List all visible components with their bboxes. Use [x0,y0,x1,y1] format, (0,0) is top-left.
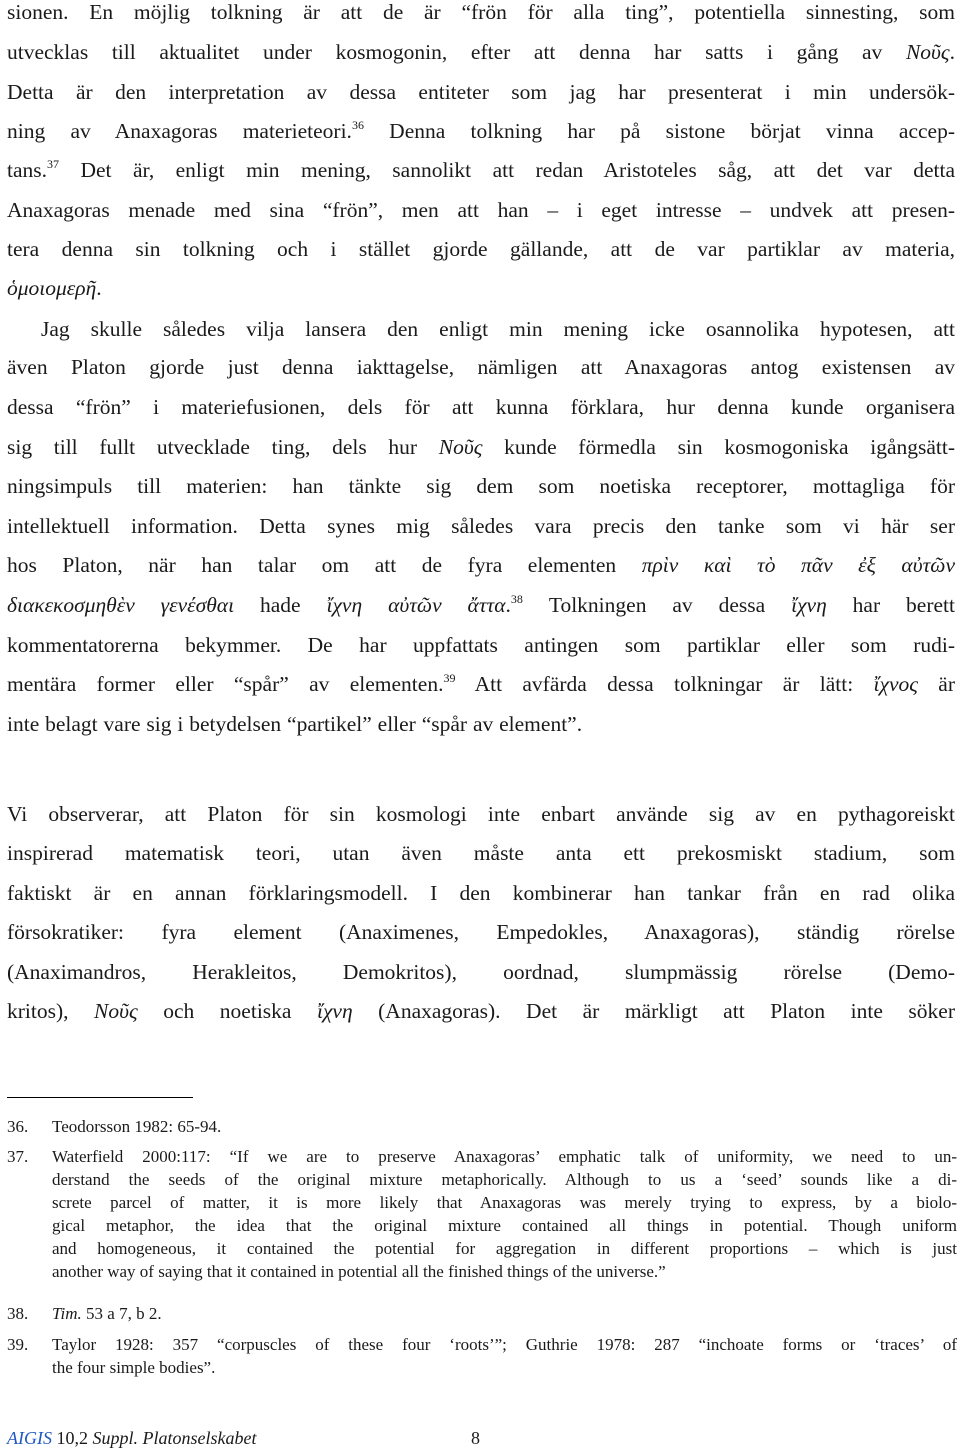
footnote-text [52,1115,957,1138]
text-line: dessa “frön” i materiefusionen, dels för att kunna förklara, hur denna kunde organisera [7,395,955,419]
text-line: försokratiker: fyra element (Anaximenes, Empedokles, Anaxagoras), ständig rörelse [7,920,955,944]
text-line: tera denna sin tolkning och i stället gjorde gällande, att de var partiklar av materia, [7,237,955,261]
footnote-separator [7,1097,193,1098]
footnote-number: 36. [7,1117,29,1136]
text-line: sig till fullt utvecklade ting, dels hur Νοῦς kunde förmedla sin kosmogoniska igångsätt- [7,435,956,459]
text-line: sionen. En möjlig tolkning är att de är “frön för alla ting”, potentiella sinnesting, som [7,0,955,24]
text-line: Anaxagoras menade med sina “frön”, men att han – i eget intresse – undvek att presen- [7,198,955,222]
text-line: ningsimpuls till materien: han tänkte sig dem som noetiska receptorer, mottagliga för [7,474,955,498]
greek-term: ἴχνος [873,672,918,696]
text-line: faktiskt är en annan förklaringsmodell. I den kombinerar han tankar från en rad olika [7,881,955,905]
text-line: (Anaximandros, Herakleitos, Demokritos), oordnad, slumpmässig rörelse (Demo- [7,960,955,984]
footnote-line: Waterfield 2000:117: “If we are to preserve Anaxagoras’ emphatic talk of uniformity, we need to un- [52,1147,957,1166]
footnote-line: Tim. 53 a 7, b 2. [52,1304,162,1323]
text-line: kritos), Νοῦς och noetiska ἴχνη (Anaxagoras). Det är märkligt att Platon inte söker [7,999,955,1023]
footnote-ref[interactable]: 36 [351,118,364,132]
greek-term: πρὶν καὶ τὸ πᾶν ἐξ αὐτῶν [641,553,955,577]
footnote-number: 38. [7,1304,29,1323]
footnote-line: screte parcel of matter, it is more likely that Anaxagoras was merely trying to express, by a biolo- [52,1193,957,1212]
greek-term: διακεκοσμηθὲν γενέσθαι [7,593,235,617]
footnote-line: derstand the seeds of the original mixture metaphorically. Although to us a ‘seed’ sounds like a di- [52,1170,957,1189]
journal-issue: 10,2 [56,1428,88,1448]
footnote-ref[interactable]: 37 [47,157,60,171]
footnote-number: 37. [7,1147,29,1166]
text-line: tans.$^{37}$ Det är, enligt min mening, sannolikt att redan Aristoteles såg, att det var detta [7,157,955,182]
journal-supplement: Suppl. Platonselskabet [92,1428,257,1448]
footnote-number: 39. [7,1335,29,1354]
text-line: även Platon gjorde just denna iakttagelse, nämligen att Anaxagoras antog existensen av [7,355,955,379]
footnote-line: the four simple bodies”. [52,1358,216,1377]
footnote-line: and homogeneous, it contained the potential for aggregation in different proportions – which is just [52,1239,957,1258]
greek-term: ἴχνη [791,593,827,617]
text-line: intellektuell information. Detta synes mig således vara precis den tanke som vi här ser [7,514,955,538]
footnote-text [52,1333,957,1379]
journal-name[interactable]: AIGIS [7,1428,52,1448]
page-footer [7,1427,955,1449]
page-number: 8 [471,1428,480,1448]
italic-citation: Tim. [52,1304,82,1323]
footnote-ref[interactable]: 39 [443,671,456,685]
text-line: inspirerad matematisk teori, utan även måste anta ett prekosmiskt stadium, som [7,841,955,865]
text-line: Vi observerar, att Platon för sin kosmologi inte enbart använde sig av en pythagoreiskt [7,802,955,826]
text-line: διακεκοσμηθὲν γενέσθαι hade ἴχνη αὐτῶν ἄττα.$^{38}$ Tolkningen av dessa ἴχνη har berett [7,592,955,617]
text-line: ὁμοιομερῆ. [7,276,102,300]
footnote-line: Taylor 1928: 357 “corpuscles of these four ‘roots’”; Guthrie 1978: 287 “inchoate forms or ‘traces’ of [52,1335,957,1354]
text-line: utvecklas till aktualitet under kosmogonin, efter att denna har satts i gång av Νοῦς. [7,40,955,64]
footnote-text [52,1302,957,1325]
text-line: Jag skulle således vilja lansera den enligt min mening icke osannolika hypotesen, att [41,317,955,341]
footnote-line: another way of saying that it contained in potential all the finished things of the universe.” [52,1262,666,1281]
footnote-line: gical metaphor, the idea that the original mixture contained all things in potential. Though uniform [52,1216,957,1235]
text-line: ning av Anaxagoras materieteori.$^{36}$ Denna tolkning har på sistone börjat vinna accep- [7,118,956,143]
text-line: kommentatorerna bekymmer. De har uppfattats antingen som partiklar eller som rudi- [7,633,955,657]
text-line: mentära former eller “spår” av elementen.$^{39}$ Att avfärda dessa tolkningar är lätt: ἴχνος är [7,671,955,696]
footnote-text [52,1145,957,1283]
footnote-line: Teodorsson 1982: 65-94. [52,1117,222,1136]
text-line: hos Platon, när han talar om att de fyra elementen πρὶν καὶ τὸ πᾶν ἐξ αὐτῶν [7,553,955,577]
greek-term: Νοῦς [905,40,950,64]
greek-term: ἴχνη αὐτῶν ἄττα [326,593,506,617]
text-line: Detta är den interpretation av dessa entiteter som jag har presenterat i min undersök- [7,80,955,104]
greek-term: ἴχνη [316,999,353,1023]
greek-term: Νοῦς [94,999,138,1023]
footnote-ref[interactable]: 38 [510,592,523,606]
greek-term: ὁμοιομερῆ [7,276,97,300]
greek-term: Νοῦς [438,435,483,459]
text-line: inte belagt vare sig i betydelsen “partikel” eller “spår av element”. [7,712,583,736]
